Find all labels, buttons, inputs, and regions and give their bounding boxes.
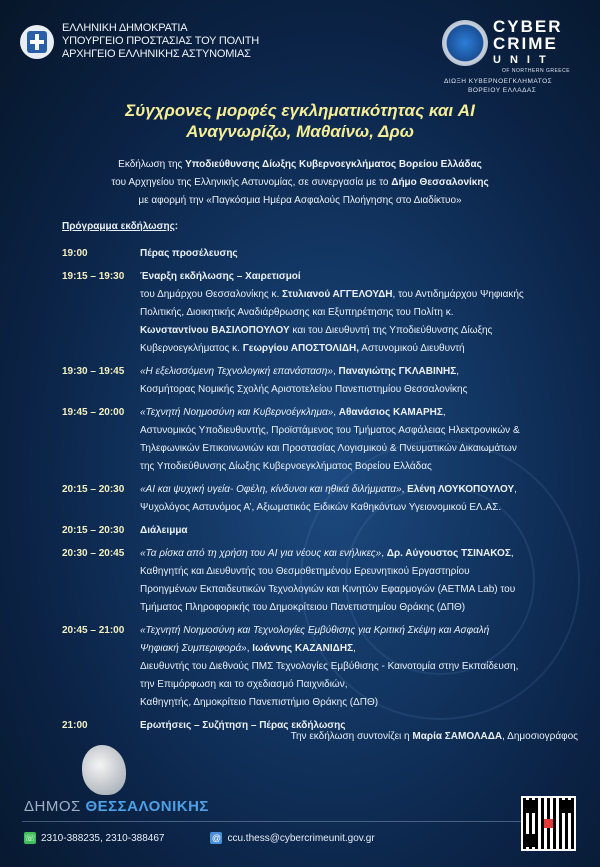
entry-details <box>140 268 592 358</box>
entry-time: 21:00 <box>62 720 88 731</box>
entry-line <box>140 658 592 676</box>
entry-line <box>140 522 592 540</box>
entry-time: 20:45 – 21:00 <box>62 625 125 636</box>
text: την Επιμόρφωση και το σχεδιασμό Παιχνιδιών, <box>140 679 348 690</box>
header-line: ΥΠΟΥΡΓΕΙΟ ΠΡΟΣΤΑΣΙΑΣ ΤΟΥ ΠΟΛΙΤΗ <box>62 35 260 47</box>
logo-word: CRIME <box>493 34 558 53</box>
entry-details <box>140 245 592 263</box>
text: Καθηγητής και Διευθυντής του Θεσμοθετημένου Ερευνητικού Εργαστηρίου <box>140 566 470 577</box>
program-list <box>62 245 592 740</box>
entry-time: 20:15 – 20:30 <box>62 484 125 495</box>
bold-text: Έναρξη εκδήλωσης – Χαιρετισμοί <box>140 271 301 282</box>
text: , <box>246 643 253 654</box>
text: Κυβερνοεγκλήματος κ. <box>140 343 243 354</box>
entry-line <box>140 440 592 458</box>
text: Τμήματος Πληροφορικής του Δημοκρίτειου Πανεπιστημίου Θράκης (ΔΠΘ) <box>140 602 466 613</box>
phone-numbers: 2310-388235, 2310-388467 <box>41 832 165 844</box>
qr-code[interactable] <box>521 796 576 851</box>
entry-details <box>140 545 592 617</box>
text: και του Διευθυντή της Υποδιεύθυνσης Δίωξης <box>289 325 493 336</box>
entry-line <box>140 545 592 563</box>
entry-line <box>140 640 592 658</box>
coordinator-text: Την εκδήλωση συντονίζει η <box>290 731 413 742</box>
coordinator-name: Μαρία ΣΑΜΟΛΑΔΑ <box>412 731 503 742</box>
text: , <box>510 548 514 559</box>
program-heading <box>62 221 178 232</box>
divider <box>22 821 562 822</box>
bold-text: Διάλειμμα <box>140 525 188 536</box>
text: Ψυχολόγος Αστυνόμος Α’, Αξιωματικός Ειδικών Καθηκόντων Υγειονομικού ΕΛ.ΑΣ. <box>140 502 502 513</box>
logo-text-bold: ΘΕΣΣΑΛΟΝΙΚΗΣ <box>85 798 209 815</box>
entry-line <box>140 304 592 322</box>
bold-text: Παναγιώτης ΓΚΛΑΒΙΝΗΣ <box>338 366 457 377</box>
text: , <box>332 366 339 377</box>
entry-line <box>140 245 592 263</box>
text: , <box>333 407 339 418</box>
alexander-head-logo-icon <box>82 745 126 795</box>
intro-text: του Αρχηγείου της Ελληνικής Αστυνομίας, σε συνεργασία με το <box>111 177 392 188</box>
program-entry <box>62 404 592 476</box>
entry-line <box>140 499 592 517</box>
logo-text: ΔΗΜΟΣ <box>24 798 86 815</box>
text: Πολιτικής, Διοικητικής Αναδιάρθρωσης και Εξυπηρέτησης του Πολίτη κ. <box>140 307 454 318</box>
bold-text: Στυλιανού ΑΓΓΕΛΟΥΔΗ <box>282 289 393 300</box>
greek-coat-of-arms-icon <box>20 25 54 59</box>
coordinator-role: , Δημοσιογράφος <box>502 731 578 742</box>
event-title <box>0 100 600 142</box>
text: , <box>456 366 460 377</box>
entry-line <box>140 422 592 440</box>
entry-time: 19:45 – 20:00 <box>62 407 125 418</box>
talk-title: «Τεχνητή Νοημοσύνη και Τεχνολογίες Εμβύθισης για Κριτική Σκέψη και Ασφαλή <box>140 625 490 636</box>
text: Προηγμένων Εκπαιδευτικών Τεχνολογιών και Κινητών Εφαρμογών (AETMA Lab) του <box>140 584 516 595</box>
logo-caption: ΔΙΩΞΗ ΚΥΒΕΡΝΟΕΓΚΛΗΜΑΤΟΣ <box>444 78 553 85</box>
text: , <box>442 407 446 418</box>
bold-text: Δρ. Αύγουστος ΤΣΙΝΑΚΟΣ <box>386 548 511 559</box>
text: , <box>353 643 356 654</box>
logo-caption: ΒΟΡΕΙΟΥ ΕΛΛΑΔΑΣ <box>468 87 537 94</box>
program-entry <box>62 363 592 399</box>
cyber-crime-unit-logo <box>440 18 580 98</box>
talk-title: Ψηφιακή Συμπεριφορά» <box>140 643 247 654</box>
text: Αστυνομικός Υποδιευθυντής, Προϊστάμενος του Τμήματος Ασφάλειας Ηλεκτρονικών & <box>140 425 520 436</box>
intro-text: Εκδήλωση της <box>118 159 186 170</box>
entry-line <box>140 563 592 581</box>
title-subtitle: Αναγνωρίζω, Μαθαίνω, Δρω <box>186 122 414 141</box>
talk-title: «AI και ψυχική υγεία- Οφέλη, κίνδυνοι και ηθικά διλήμματα» <box>140 484 402 495</box>
bold-text: Ερωτήσεις – Συζήτηση – Πέρας εκδήλωσης <box>140 720 346 731</box>
organizer-name: Υποδιεύθυνσης Δίωξης Κυβερνοεγκλήματος Βορείου Ελλάδας <box>185 159 482 170</box>
talk-title: «Η εξελισσόμενη Τεχνολογική επανάσταση» <box>140 366 333 377</box>
talk-title: «Τεχνητή Νοημοσύνη και Κυβερνοέγκλημα» <box>140 407 334 418</box>
municipality-logo <box>24 798 209 815</box>
header-line: ΑΡΧΗΓΕΙΟ ΕΛΛΗΝΙΚΗΣ ΑΣΤΥΝΟΜΙΑΣ <box>62 48 251 60</box>
text: Διευθυντής του Διεθνούς ΠΜΣ Τεχνολογίες Εμβύθισης - Καινοτομία στην Εκπαίδευση, <box>140 661 519 672</box>
entry-line <box>140 599 592 617</box>
entry-details <box>140 522 592 540</box>
program-entry <box>62 268 592 358</box>
text: Αστυνομικού Διευθυντή <box>359 343 465 354</box>
program-entry <box>62 522 592 540</box>
entry-line <box>140 581 592 599</box>
entry-line <box>140 322 592 340</box>
bold-text: Πέρας προσέλευσης <box>140 248 238 259</box>
entry-line <box>140 694 592 712</box>
bold-text: Ιωάννης ΚΑΖΑΝΙΔΗΣ <box>252 643 354 654</box>
bold-text: Γεωργίου ΑΠΟΣΤΟΛΙΔΗ, <box>242 343 360 354</box>
intro-text: με αφορμή την «Παγκόσμια Ημέρα Ασφαλούς Πλοήγησης στο Διαδίκτυο» <box>138 195 462 206</box>
entry-time: 20:15 – 20:30 <box>62 525 125 536</box>
text: Κοσμήτορας Νομικής Σχολής Αριστοτελείου Πανεπιστημίου Θεσσαλονίκης <box>140 384 468 395</box>
greek-police-header <box>20 22 259 61</box>
entry-line <box>140 404 592 422</box>
phone-icon: ☏ <box>24 833 36 843</box>
entry-details <box>140 363 592 399</box>
logo-word: UNIT <box>493 54 555 66</box>
entry-details <box>140 622 592 712</box>
coordinator-note <box>291 729 578 745</box>
entry-line <box>140 340 592 358</box>
entry-time: 19:00 <box>62 248 88 259</box>
logo-tagline: OF NORTHERN GREECE <box>502 68 571 74</box>
entry-line <box>140 268 592 286</box>
text: , <box>514 484 517 495</box>
text: , του Αντιδημάρχου Ψηφιακής <box>392 289 524 300</box>
partner-name: Δήμο Θεσσαλονίκης <box>391 177 489 188</box>
title-line: Σύγχρονες μορφές εγκληματικότητας και AI <box>125 101 475 120</box>
program-entry <box>62 545 592 617</box>
entry-line <box>140 622 592 640</box>
email-icon: @ <box>211 833 222 843</box>
event-intro <box>0 156 600 210</box>
text: , <box>381 548 387 559</box>
text: Καθηγητής, Δημοκρίτειο Πανεπιστήμιο Θράκης (ΔΠΘ) <box>140 697 379 708</box>
program-entry <box>62 481 592 517</box>
entry-line <box>140 676 592 694</box>
entry-line <box>140 458 592 476</box>
program-entry <box>62 245 592 263</box>
program-heading-colon: : <box>174 221 179 232</box>
bold-text: Αθανάσιος ΚΑΜΑΡΗΣ <box>338 407 443 418</box>
program-heading-label: Πρόγραμμα εκδήλωσης <box>62 221 175 232</box>
text: , <box>401 484 408 495</box>
entry-details <box>140 481 592 517</box>
logo-word: CYBER <box>493 17 563 36</box>
email-link[interactable]: ccu.thess@cybercrimeunit.gov.gr <box>227 832 375 844</box>
entry-line <box>140 381 592 399</box>
text: Τηλεφωνικών Επικοινωνιών και Προστασίας Λογισμικού & Πνευματικών Δικαιωμάτων <box>140 443 517 454</box>
entry-line <box>140 363 592 381</box>
cyber-crime-badge-icon <box>442 20 488 66</box>
entry-line <box>140 481 592 499</box>
contact-info <box>24 832 375 844</box>
entry-time: 19:30 – 19:45 <box>62 366 125 377</box>
program-entry <box>62 622 592 712</box>
entry-time: 20:30 – 20:45 <box>62 548 125 559</box>
entry-line <box>140 286 592 304</box>
talk-title: «Τα ρίσκα από τη χρήση του AI για νέους και ενήλικες» <box>140 548 382 559</box>
entry-details <box>140 404 592 476</box>
header-line: ΕΛΛΗΝΙΚΗ ΔΗΜΟΚΡΑΤΙΑ <box>62 22 188 34</box>
bold-text: Ελένη ΛΟΥΚΟΠΟΥΛΟΥ <box>407 484 515 495</box>
text: του Δημάρχου Θεσσαλονίκης κ. <box>140 289 283 300</box>
bold-text: Κωνσταντίνου ΒΑΣΙΛΟΠΟΥΛΟΥ <box>140 325 290 336</box>
entry-time: 19:15 – 19:30 <box>62 271 125 282</box>
text: της Υποδιεύθυνσης Δίωξης Κυβερνοεγκλήματος Βορείου Ελλάδας <box>140 461 432 472</box>
